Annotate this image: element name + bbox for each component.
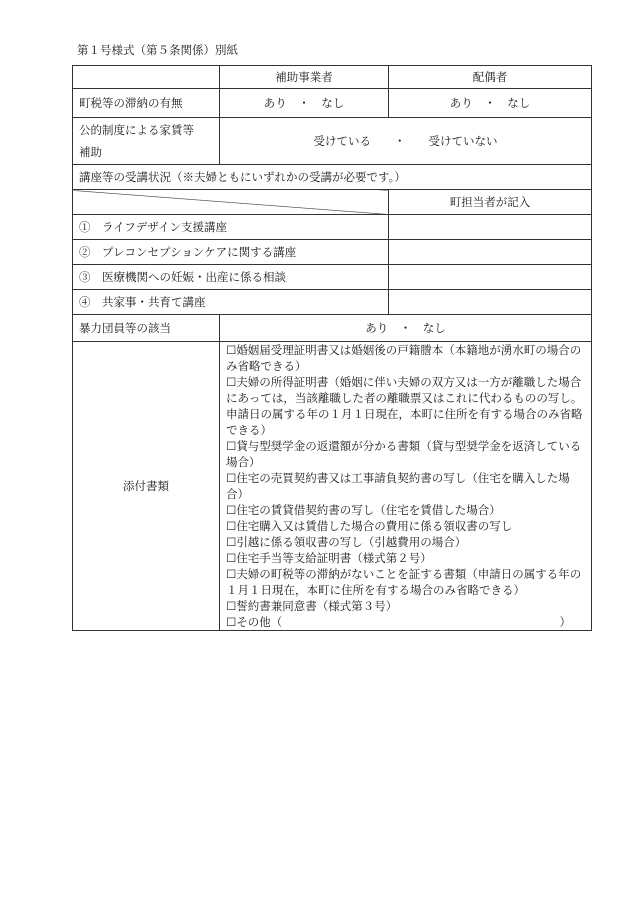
attachment-text: 夫婦の所得証明書（婚姻に伴い夫婦の双方又は一方が離職した場合にあっては，当該離職した者の離職票又はこれに代わるものの写し。申請日の属する年の１月１日現在，本町に住所を有する場合のみ省略できる） xyxy=(226,375,583,437)
housing-subsidy-label xyxy=(73,118,220,165)
checkbox-icon[interactable]: ☐ xyxy=(226,535,237,549)
other-open-text[interactable]: その他（ xyxy=(236,615,283,629)
tax-spouse-choice[interactable]: あり ・ なし xyxy=(389,89,592,118)
course-row xyxy=(73,290,592,315)
header-spouse: 配偶者 xyxy=(389,66,592,89)
checkbox-icon[interactable]: ☐ xyxy=(226,615,237,629)
attachment-item-other[interactable] xyxy=(226,614,585,630)
tax-label: 町税等の滞納の有無 xyxy=(73,89,220,118)
attachment-text: 住宅の売買契約書又は工事請負契約書の写し（住宅を購入した場合） xyxy=(226,471,570,501)
header-row xyxy=(73,66,592,89)
attachments-row xyxy=(73,342,592,631)
course-item-2: ② プレコンセプションケアに関する講座 xyxy=(73,240,389,265)
course-staff-cell-2[interactable] xyxy=(389,240,592,265)
course-item-4: ④ 共家事・共育て講座 xyxy=(73,290,389,315)
attachment-text: 住宅手当等支給証明書（様式第２号） xyxy=(236,551,432,565)
housing-subsidy-row xyxy=(73,118,592,165)
course-staff-cell-4[interactable] xyxy=(389,290,592,315)
attachment-item[interactable] xyxy=(226,518,585,534)
gang-choice[interactable]: あり ・ なし xyxy=(220,315,592,342)
attachment-text: 婚姻届受理証明書又は婚姻後の戸籍謄本（本籍地が湧水町の場合のみ省略できる） xyxy=(226,343,582,373)
gang-row xyxy=(73,315,592,342)
course-item-1: ① ライフデザイン支援講座 xyxy=(73,215,389,240)
housing-subsidy-choice[interactable]: 受けている ・ 受けていない xyxy=(220,118,592,165)
course-staff-cell-3[interactable] xyxy=(389,265,592,290)
form-caption: 第１号様式（第５条関係）別紙 xyxy=(77,43,238,57)
attachment-item[interactable] xyxy=(226,502,585,518)
attachments-list xyxy=(220,342,592,631)
checkbox-icon[interactable]: ☐ xyxy=(226,375,237,389)
checkbox-icon[interactable]: ☐ xyxy=(226,599,237,613)
header-blank-cell xyxy=(73,66,220,89)
checkbox-icon[interactable]: ☐ xyxy=(226,471,237,485)
attachments-label: 添付書類 xyxy=(73,342,220,631)
course-staff-header: 町担当者が記入 xyxy=(389,190,592,215)
course-subheader-row xyxy=(73,190,592,215)
housing-subsidy-label-line2: 補助 xyxy=(79,145,102,159)
attachment-item[interactable] xyxy=(226,550,585,566)
application-attachment-table xyxy=(72,65,592,631)
attachment-item[interactable] xyxy=(226,598,585,614)
course-row xyxy=(73,240,592,265)
attachment-text: 住宅購入又は賃借した場合の費用に係る領収書の写し xyxy=(236,519,513,533)
attachment-item[interactable] xyxy=(226,534,585,550)
course-staff-cell-1[interactable] xyxy=(389,215,592,240)
tax-applicant-choice[interactable]: あり ・ なし xyxy=(220,89,389,118)
checkbox-icon[interactable]: ☐ xyxy=(226,439,237,453)
other-close-text: ） xyxy=(559,615,571,629)
attachment-text: 誓約書兼同意書（様式第３号） xyxy=(236,599,398,613)
checkbox-icon[interactable]: ☐ xyxy=(226,519,237,533)
header-applicant: 補助事業者 xyxy=(220,66,389,89)
checkbox-icon[interactable]: ☐ xyxy=(226,551,237,565)
attachment-text: 貸与型奨学金の返還額が分かる書類（貸与型奨学金を返済している場合） xyxy=(226,439,582,469)
course-heading-row xyxy=(73,165,592,190)
tax-row xyxy=(73,89,592,118)
attachment-text: 住宅の賃貸借契約書の写し（住宅を賃借した場合） xyxy=(236,503,501,517)
gang-label: 暴力団員等の該当 xyxy=(73,315,220,342)
attachment-item[interactable] xyxy=(226,470,585,502)
attachment-item[interactable] xyxy=(226,374,585,438)
checkbox-icon[interactable]: ☐ xyxy=(226,343,237,357)
course-heading: 講座等の受講状況（※夫婦ともにいずれかの受講が必要です。） xyxy=(73,165,592,190)
checkbox-icon[interactable]: ☐ xyxy=(226,567,237,581)
attachment-text: 夫婦の町税等の滞納がないことを証する書類（申請日の属する年の１月１日現在，本町に住所を有する場合のみ省略できる） xyxy=(226,567,582,597)
attachment-item[interactable] xyxy=(226,342,585,374)
checkbox-icon[interactable]: ☐ xyxy=(226,503,237,517)
course-row xyxy=(73,265,592,290)
course-item-3: ③ 医療機関への妊娠・出産に係る相談 xyxy=(73,265,389,290)
course-row xyxy=(73,215,592,240)
attachment-item[interactable] xyxy=(226,438,585,470)
attachment-item[interactable] xyxy=(226,566,585,598)
attachment-text: 引越に係る領収書の写し（引越費用の場合） xyxy=(236,535,467,549)
housing-subsidy-label-line1: 公的制度による家賃等 xyxy=(79,123,194,137)
course-diagonal-cell xyxy=(73,190,389,215)
